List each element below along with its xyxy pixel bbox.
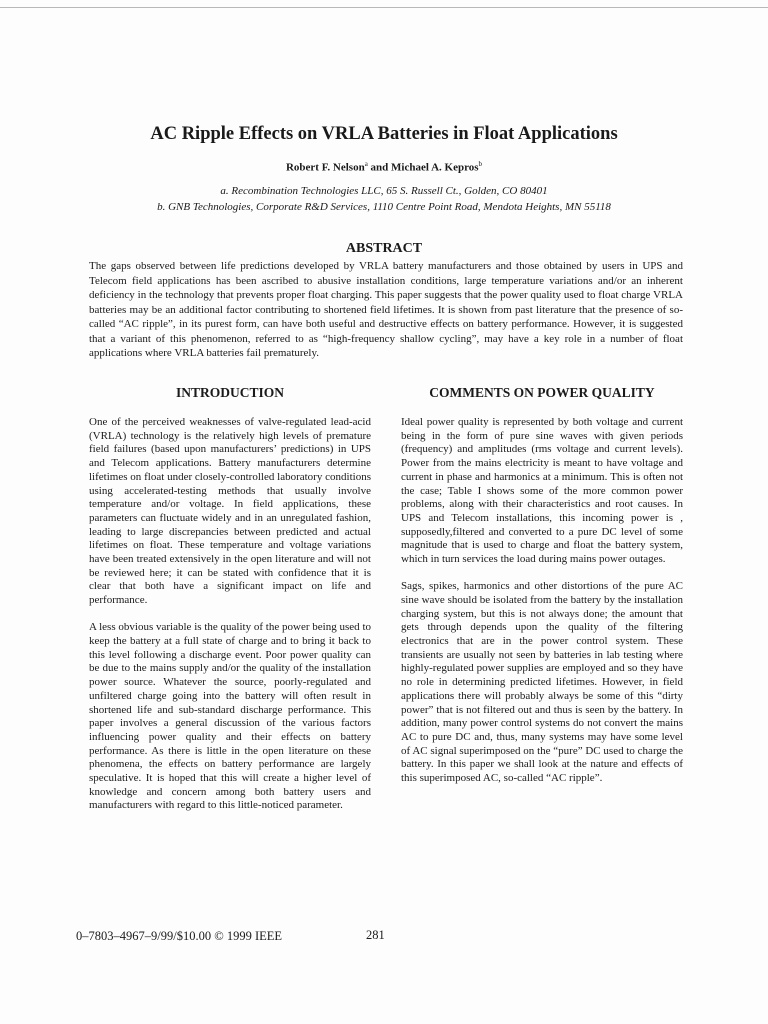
paper-title: AC Ripple Effects on VRLA Batteries in Float Applications: [150, 124, 618, 144]
author-affiliation-mark: b: [478, 160, 483, 168]
author-name: Michael A. Kepros: [391, 161, 479, 174]
author-name: Robert F. Nelson: [285, 161, 365, 174]
copyright-footer: 0–7803–4967–9/99/$10.00 © 1999 IEEE: [76, 929, 283, 943]
body-paragraph: A less obvious variable is the quality of the power being used to keep the battery at a full state of charge and to bring it back to this level following a discharge event. Poor power quality can be due to the mains supply and/or the quality of the installation power source. Whatever the source, poorly-regulated and unfiltered charge going into the battery will often result in shortened life and sub-standard discharge performance. This paper involves a general discussion of the various factors influencing power quality and their effects on battery performance. As there is little in the open literature on these phenomena, the effects on battery performance are largely speculative. It is hoped that this will create a higher level of knowledge and concern among both battery users and manufacturers with regard to this little-noticed parameter.: [89, 621, 371, 812]
abstract-text: The gaps observed between life predictions developed by VRLA battery manufacturers and those obtained by users in UPS and Telecom field applications has been ascribed to abusive installation conditions, large temperature variations and/or an inherent deficiency in the technology that prevents proper float charging. This paper suggests that the power quality used to float charge VRLA batteries may be an additional factor contributing to shortened field lifetimes. It is shown from past literature that the presence of so-called “AC ripple”, in its purest form, can have both useful and destructive effects on battery performance. However, it is suggested that a variant of this phenomenon, referred to as “high-frequency shallow cycling”, may have a key role in a number of float applications where VRLA batteries fail prematurely.: [89, 260, 683, 359]
affiliation-a: a. Recombination Technologies LLC, 65 S. Russell Ct., Golden, CO 80401: [220, 185, 548, 197]
introduction-column: [89, 416, 371, 827]
body-paragraph: One of the perceived weaknesses of valve-regulated lead-acid (VRLA) technology is the relatively high levels of premature field failures (based upon manufacturers’ predictions) in UPS and Telecom applications. Battery manufacturers determine lifetimes on float under closely-controlled laboratory conditions using accelerated-testing methods that usually involve temperature and/or voltage. In field applications, these parameters can fluctuate widely and in an unregulated fashion, leading to large discrepancies between predicted and actual lifetimes on float. These temperature and voltage variations have been treated extensively in the open literature and will not be reviewed here; it can be stated with confidence that it is clear that both have a significant impact on life and performance.: [89, 416, 371, 607]
body-paragraph: Ideal power quality is represented by both voltage and current being in the form of pure sine waves with given periods (frequency) and amplitudes (rms voltage and current levels). Power from the mains electricity is meant to have voltage and current in phase and harmonics at a minimum. This is often not the case; Table I shows some of the more common power problems, along with their characteristics and root causes. In UPS and Telecom installations, this incoming power is , supposedly,filtered and converted to a pure DC level of some magnitude that is used to charge and float the battery system, which in turn services the load during mains power outages.: [401, 416, 683, 566]
body-paragraph: Sags, spikes, harmonics and other distortions of the pure AC sine wave should be isolated from the battery by the installation charging system, but this is not always done; the amount that gets through depends upon the quality of the filtering electronics that are in the power control system. These transients are usually not seen by batteries in lab testing where highly-regulated power supplies are employed and so they have no role in determining predicted lifetimes. However, in field applications there will probably always be some of this “dirty power” that is not filtered out and thus is seen by the battery. In addition, many power control systems do not convert the mains AC to pure DC and, thus, many systems may have some level of AC signal superimposed on the “pure” DC used to charge the battery. In this paper we shall look at the nature and effects of this superimposed AC, so-called “AC ripple”.: [401, 580, 683, 785]
author-joiner: and: [367, 161, 392, 174]
affiliation-b: b. GNB Technologies, Corporate R&D Services, 1110 Centre Point Road, Mendota Heights, MN 55118: [157, 201, 611, 213]
power-quality-column: [401, 416, 683, 799]
top-rule: [0, 7, 768, 8]
page-number: 281: [366, 928, 385, 942]
author-line: [60, 156, 708, 176]
author-affiliation-mark: a: [364, 160, 368, 168]
introduction-heading: INTRODUCTION: [175, 385, 284, 400]
power-quality-heading: COMMENTS ON POWER QUALITY: [429, 385, 655, 400]
abstract-heading: ABSTRACT: [345, 241, 423, 256]
